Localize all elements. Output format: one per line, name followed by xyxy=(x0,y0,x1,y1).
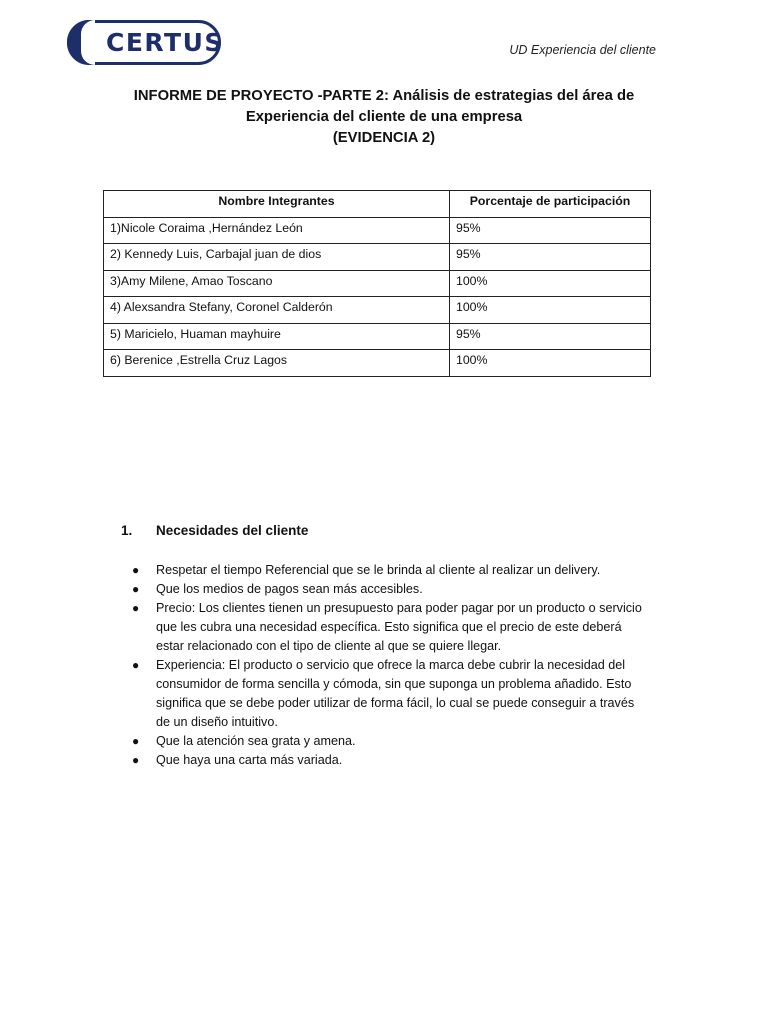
item-line: de un diseño intuitivo. xyxy=(156,715,278,729)
title-line-3: (EVIDENCIA 2) xyxy=(332,130,436,146)
header-name: Nombre Integrantes xyxy=(104,191,450,218)
section-title: Necesidades del cliente xyxy=(156,523,309,538)
item-line: Que haya una carta más variada. xyxy=(156,753,343,767)
bullet-icon: ● xyxy=(132,658,140,672)
item-line: consumidor de forma sencilla y cómoda, sin que suponga un problema añadido. Esto xyxy=(156,677,632,691)
member-percentage: 95% xyxy=(450,217,651,244)
list-item xyxy=(132,599,666,656)
logo-mark xyxy=(67,20,95,65)
list-item xyxy=(132,751,666,770)
title-line-1: INFORME DE PROYECTO -PARTE 2: Análisis de estrategias del área de xyxy=(133,88,635,104)
table-row xyxy=(104,244,651,271)
item-line: Experiencia: El producto o servicio que ofrece la marca debe cubrir la necesidad del xyxy=(156,658,626,672)
bullet-icon: ● xyxy=(132,734,140,748)
member-name: 5) Maricielo, Huaman mayhuire xyxy=(104,323,450,350)
table-row xyxy=(104,323,651,350)
list-item xyxy=(132,561,666,580)
table-row xyxy=(104,297,651,324)
section-number: 1. xyxy=(121,523,133,538)
member-percentage: 100% xyxy=(450,350,651,377)
header-percentage: Porcentaje de participación xyxy=(450,191,651,218)
member-name: 2) Kennedy Luis, Carbajal juan de dios xyxy=(104,244,450,271)
needs-list xyxy=(132,561,666,770)
member-name: 4) Alexsandra Stefany, Coronel Calderón xyxy=(104,297,450,324)
bullet-icon: ● xyxy=(132,601,140,615)
item-line: que les cubra una necesidad específica. Esto significa que el precio de este deberá xyxy=(156,620,622,634)
member-percentage: 95% xyxy=(450,323,651,350)
document-title xyxy=(100,86,668,149)
item-line: significa que se debe poder utilizar de forma fácil, lo cual se puede conseguir a través xyxy=(156,696,635,710)
member-name: 6) Berenice ,Estrella Cruz Lagos xyxy=(104,350,450,377)
item-line: Que los medios de pagos sean más accesibles. xyxy=(156,582,423,596)
member-percentage: 100% xyxy=(450,270,651,297)
bullet-icon: ● xyxy=(132,582,140,596)
member-name: 1)Nicole Coraima ,Hernández León xyxy=(104,217,450,244)
certus-logo xyxy=(67,20,224,65)
title-line-2: Experiencia del cliente de una empresa xyxy=(245,109,523,125)
table-row xyxy=(104,217,651,244)
section-heading xyxy=(121,523,308,538)
item-line: Respetar el tiempo Referencial que se le brinda al cliente al realizar un delivery. xyxy=(156,563,601,577)
course-header: UD Experiencia del cliente xyxy=(509,43,656,57)
table-header-row xyxy=(104,191,651,218)
item-line: estar relacionado con el tipo de cliente al que se quiere llegar. xyxy=(156,639,502,653)
item-line: Precio: Los clientes tienen un presupuesto para poder pagar por un producto o servicio xyxy=(156,601,642,615)
list-item xyxy=(132,656,666,732)
item-line: Que la atención sea grata y amena. xyxy=(156,734,356,748)
bullet-icon: ● xyxy=(132,563,140,577)
table-row xyxy=(104,270,651,297)
logo-text: CERTUS xyxy=(106,28,224,57)
member-percentage: 95% xyxy=(450,244,651,271)
list-item xyxy=(132,580,666,599)
member-name: 3)Amy Milene, Amao Toscano xyxy=(104,270,450,297)
bullet-icon: ● xyxy=(132,753,140,767)
table-row xyxy=(104,350,651,377)
member-percentage: 100% xyxy=(450,297,651,324)
members-table xyxy=(103,190,651,377)
list-item xyxy=(132,732,666,751)
